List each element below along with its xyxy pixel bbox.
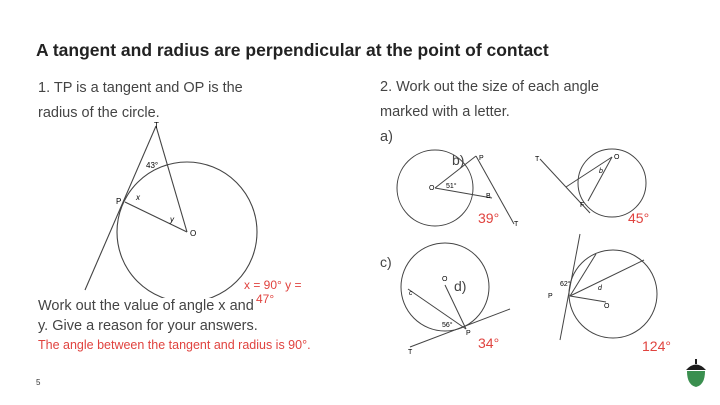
diagram-a-label-B: B <box>486 193 491 200</box>
q1-label-y: y <box>170 215 174 224</box>
answer-d: 124° <box>642 338 671 354</box>
question1-diagram <box>80 118 260 298</box>
diagram-d-circle <box>569 250 657 338</box>
diagram-c-chord <box>408 289 466 329</box>
answer-c: 34° <box>478 335 500 351</box>
q1-tangent-line <box>85 126 159 290</box>
diagram-c-label-c: c <box>409 290 413 297</box>
diagram-b-label-T: T <box>535 156 540 163</box>
diagram-a-label-O: O <box>429 185 435 192</box>
diagram-a-angle: 51° <box>446 183 457 190</box>
question2-line1: 2. Work out the size of each angle <box>380 79 599 95</box>
task-line1: Work out the value of angle x and <box>38 298 254 314</box>
diagram-b-label-F: F <box>580 202 585 209</box>
diagram-a-label-T: T <box>514 221 519 228</box>
diagram-c-angle: 56° <box>442 322 453 329</box>
question1-reason: The angle between the tangent and radius is 90°. <box>38 338 311 352</box>
diagram-a-label-P: P <box>479 155 484 162</box>
task-line2: y. Give a reason for your answers. <box>38 318 258 334</box>
diagram-d-label-O: O <box>604 303 610 310</box>
q1-label-x: x <box>136 193 140 202</box>
diagram-b-label-O: O <box>614 154 620 161</box>
diagram-b-circle <box>578 149 646 217</box>
question1-line1: 1. TP is a tangent and OP is the <box>38 80 243 96</box>
q1-label-O: O <box>190 229 197 238</box>
acorn-logo-icon <box>682 355 710 389</box>
diagram-d <box>540 232 690 342</box>
page-title: A tangent and radius are perpendicular at the point of contact <box>36 40 549 60</box>
part-d-label: d) <box>454 278 467 294</box>
diagram-b-chord <box>566 157 612 187</box>
diagram-d-label-P: P <box>548 293 553 300</box>
diagram-d-radius <box>570 296 606 302</box>
diagram-b-radius <box>588 157 612 201</box>
question2-line2: marked with a letter. <box>380 104 510 120</box>
diagram-c-label-T: T <box>408 349 413 355</box>
q1-radius-line <box>125 202 187 232</box>
part-c-label: c) <box>380 254 392 270</box>
diagram-c-circle <box>401 243 489 331</box>
question2-text <box>380 75 599 150</box>
diagram-d-angle: 62° <box>560 281 571 288</box>
part-b-label: b) <box>452 152 465 168</box>
page-number: 5 <box>36 378 41 387</box>
diagram-c-label-P: P <box>466 330 471 337</box>
question1-line2: radius of the circle. <box>38 105 160 121</box>
diagram-b-label-b: b <box>599 168 603 175</box>
q1-label-T: T <box>154 121 159 130</box>
diagram-a-chord <box>435 188 492 198</box>
answer-a: 39° <box>478 210 500 226</box>
q1-label-P: P <box>116 197 122 206</box>
answer-line1: x = 90° y = <box>244 278 302 292</box>
q1-angle-label: 43° <box>146 161 159 170</box>
part-a-label: a) <box>380 129 393 145</box>
q1-circle <box>117 162 257 298</box>
question1-task <box>38 296 258 336</box>
diagram-c <box>400 237 520 355</box>
diagram-c-label-O: O <box>442 276 448 283</box>
diagram-d-label-d: d <box>598 285 602 292</box>
answer-b: 45° <box>628 210 650 226</box>
answer-line2: 47° <box>256 292 275 306</box>
